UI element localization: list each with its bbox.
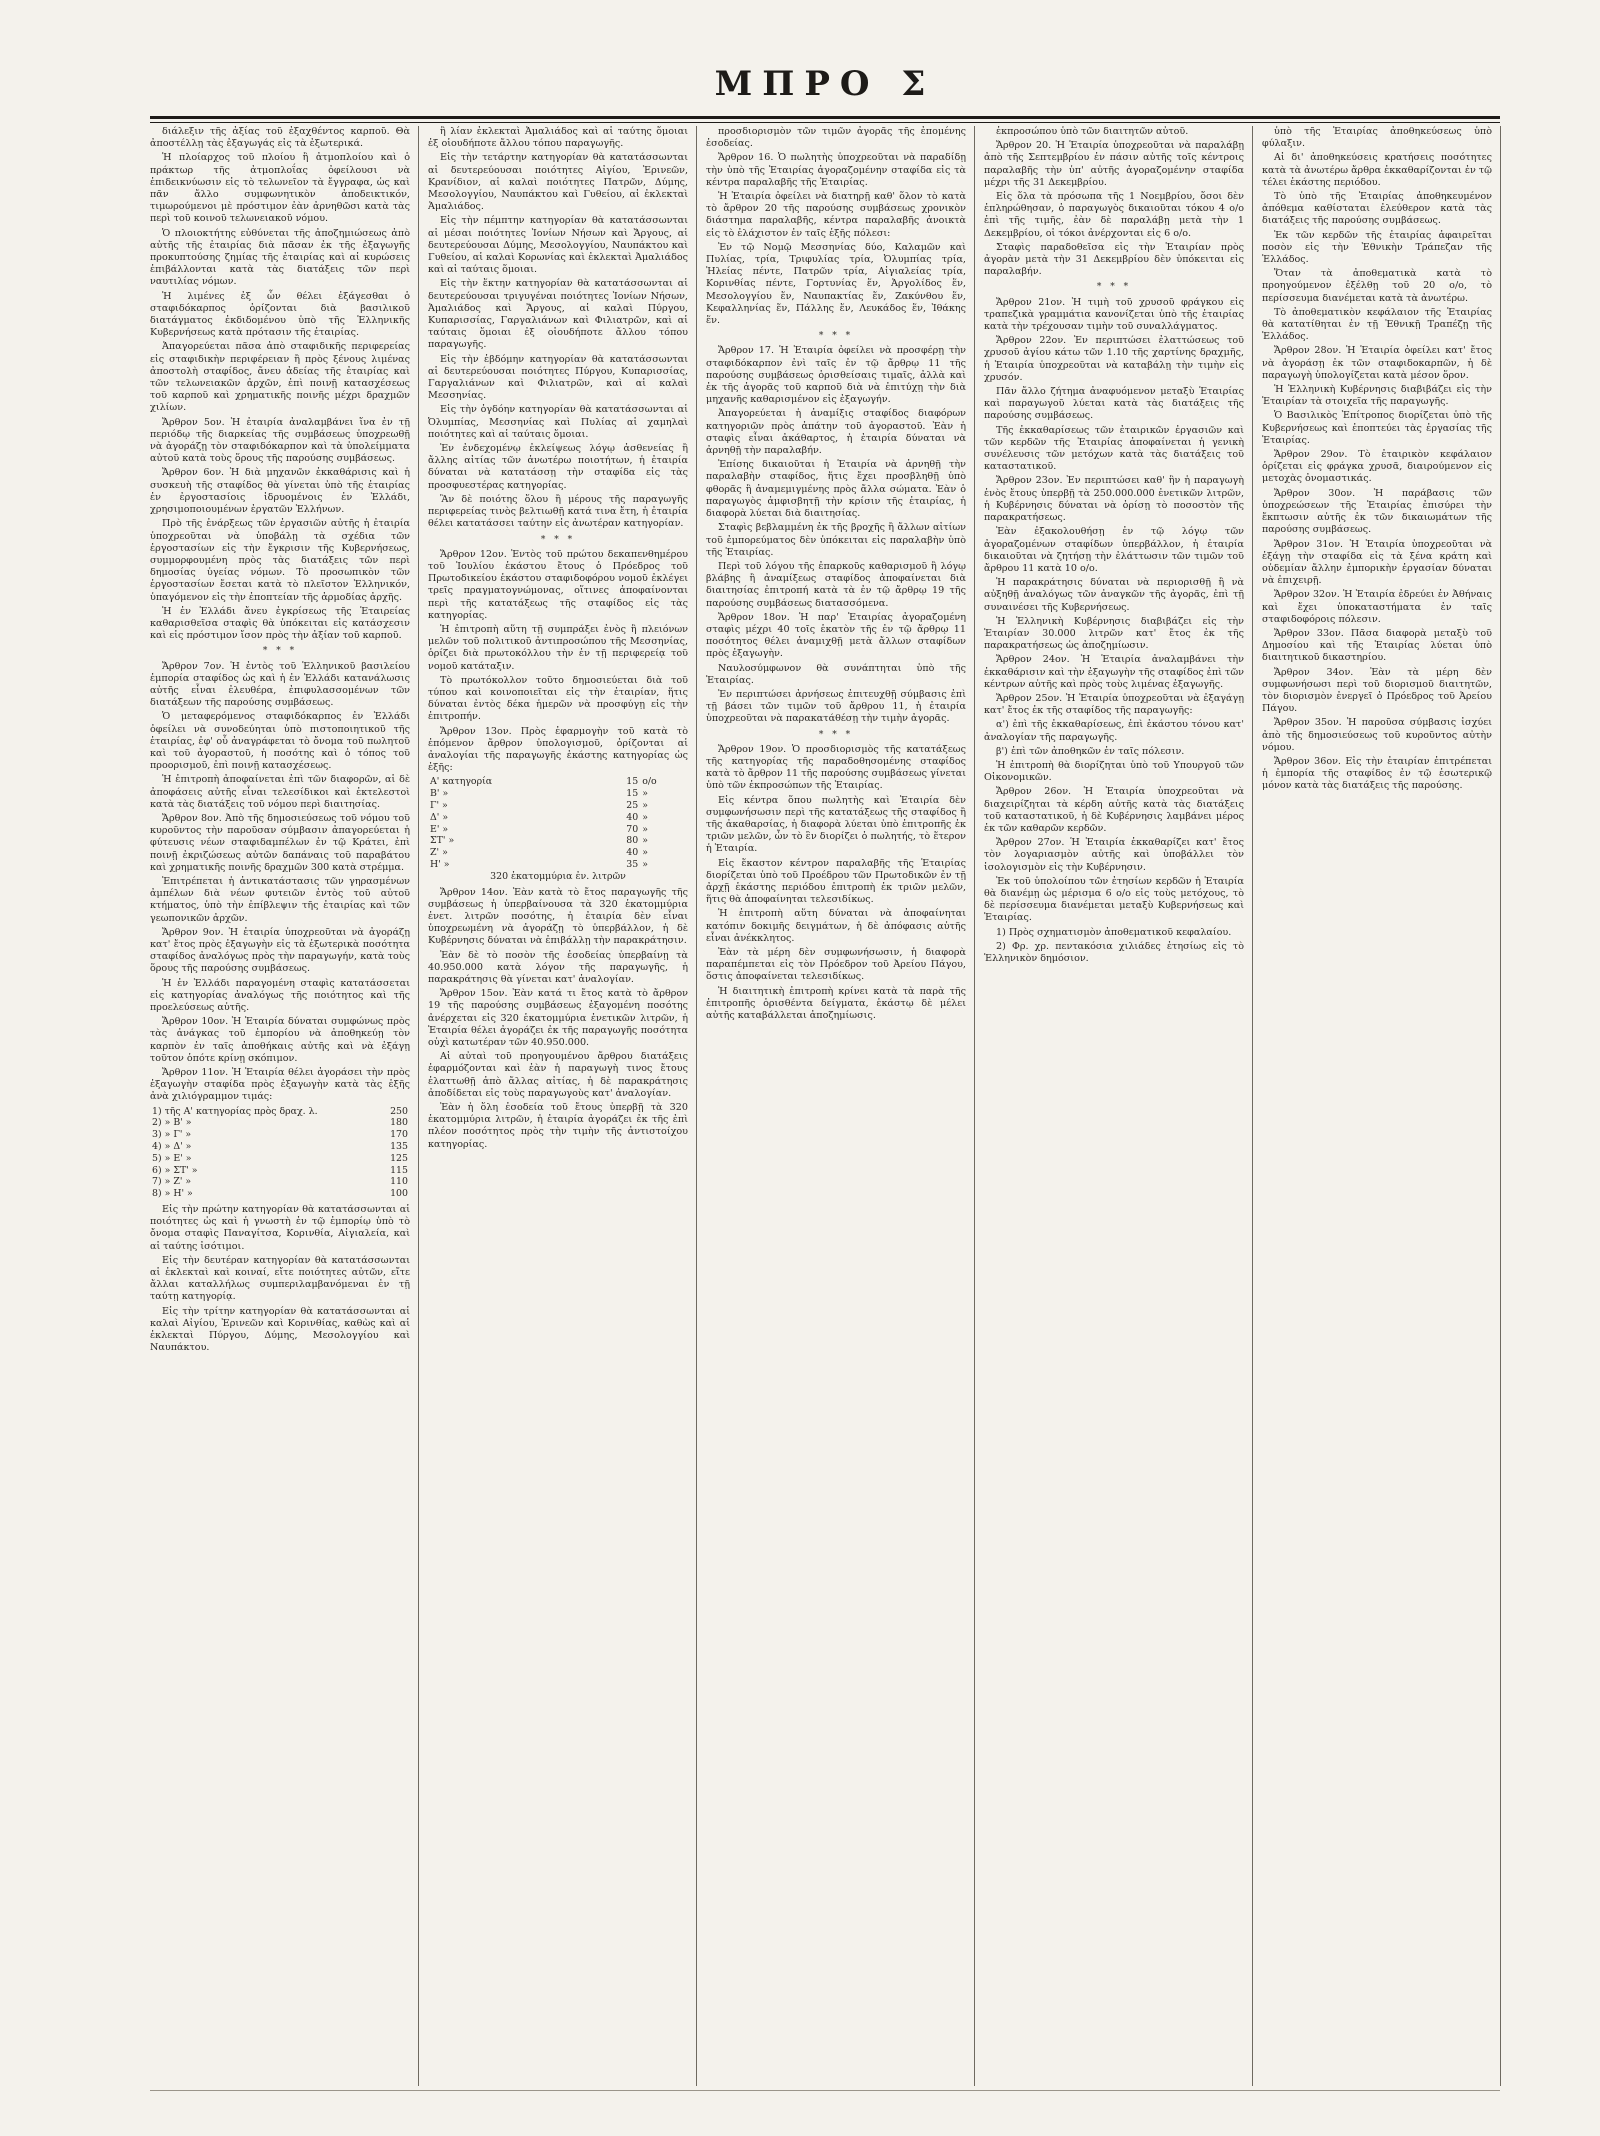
paragraph: Ἄρθρον 33ον. Πᾶσα διαφορὰ μεταξὺ τοῦ Δημοσίου καὶ τῆς Ἑταιρίας λύεται ὑπὸ διαιτητικοῦ δικαστηρίου. [1262, 627, 1492, 664]
paragraph: Εἰς τὴν τρίτην κατηγορίαν θὰ κατατάσσωνται αἱ καλαὶ Αἰγίου, Ἐρινεῶν καὶ Κορινθίας, καθὼς καὶ αἱ ἐκλεκταὶ Πύργου, Δύμης, Μεσολογγίου καὶ Ναυπάκτου. [150, 1305, 410, 1354]
column-3 [706, 126, 966, 2086]
paragraph: Ὁ πλοιοκτήτης εὐθύνεται τῆς ἀποζημιώσεως ἀπὸ αὐτῆς τῆς ἐταιρίας διὰ πᾶσαν ἐκ τῆς ἐξαγωγῆς προκυπτούσης ζημίας τῆς ἐταιρίας καὶ αἱ κυρώσεις ἐπιβάλλονται κατὰ τὰς διατάξεις τῶν περὶ ναυτιλίας νόμων. [150, 227, 410, 288]
table-row [150, 1165, 410, 1177]
price-table [150, 1106, 410, 1200]
paragraph: Εἰς τὴν ὀγδόην κατηγορίαν θὰ κατατάσσωνται αἱ Ὀλυμπίας, Μεσσηνίας καὶ Πυλίας αἱ χαμηλαὶ ποιότητες καὶ αἱ ταύταις ὅμοιαι. [428, 404, 688, 440]
table-cell: Β' » [430, 788, 449, 800]
column-separator [418, 126, 419, 2086]
paragraph: Ἄρθρον 11ον. Ἡ Ἑταιρία θέλει ἀγοράσει τὴν πρὸς ἐξαγωγὴν σταφίδα πρὸς ἐξαγωγὴν κατὰ τὰς ἑξῆς ἀνὰ χιλιόγραμμον τιμάς: [150, 1067, 410, 1103]
table-cell: Α' κατηγορία [430, 776, 493, 788]
paragraph: Ἡ ἐπιτροπὴ αὕτη δύναται νὰ ἀποφαίνηται κατόπιν δοκιμῆς δειγμάτων, ἡ δὲ ἀπόφασις αὐτῆς εἶναι ἀνέκκλητος. [706, 908, 966, 944]
paragraph: Εἰς τὴν πέμπτην κατηγορίαν θὰ κατατάσσωνται αἱ μέσαι ποιότητες Ἰονίων Νήσων καὶ Ἄργους, αἱ δευτερεύουσαι Δύμης, Μεσολογγίου, Ναυπάκτου καὶ Γυθείου, αἱ καλαὶ Κορωνίας καὶ ἐκλεκταὶ Ἀμαλιάδος καὶ αἱ ταύταις ὅμοιαι. [428, 215, 688, 276]
table-row [428, 871, 688, 883]
table-cell: 1) τῆς Α' κατηγορίας πρὸς δραχ. λ. [152, 1105, 318, 1117]
table-cell: 40 [626, 847, 639, 859]
column-4 [984, 126, 1244, 2086]
paragraph: 1) Πρὸς σχηματισμὸν ἀποθεματικοῦ κεφαλαίου. [996, 926, 1232, 938]
paragraph: Ἄρθρον 24ον. Ἡ Ἑταιρία ἀναλαμβάνει τὴν ἐκκαθάρισιν καὶ τὴν ἐξαγωγὴν τῆς σταφίδος ἐπὶ τῶν κέντρων αὐτῆς καὶ πρὸς τοὺς λιμένας ἐξαγωγῆς. [984, 654, 1244, 690]
paragraph: Ἄρθρον 7ον. Ἡ ἐντὸς τοῦ Ἑλληνικοῦ βασιλείου ἐμπορία σταφίδος ὡς καὶ ἡ ἐν Ἑλλάδι κατανάλωσις αὐτῆς εἶναι ἐλευθέρα, ἐπιφυλασσομένων τῶν διατάξεων τῆς παρούσης συμβάσεως. [150, 660, 410, 709]
section-divider: * * * [1096, 282, 1132, 293]
paragraph: β') ἐπὶ τῶν ἀποθηκῶν ἐν ταῖς πόλεσιν. [996, 745, 1185, 757]
paragraph: Ἄρθρον 27ον. Ἡ Ἑταιρία ἐκκαθαρίζει κατ' ἔτος τὸν λογαριασμὸν αὐτῆς καὶ ὑποβάλλει τὸν ἰσολογισμὸν εἰς τὴν Κυβέρνησιν. [984, 837, 1244, 873]
table-cell: Ζ' » [430, 847, 448, 859]
table-cell: 250 [390, 1105, 408, 1117]
paragraph: Περὶ τοῦ λόγου τῆς ἐπαρκοῦς καθαρισμοῦ ἢ λόγῳ βλάβης ἢ ἀναμίξεως σταφίδος ἀποφαίνεται διὰ διαιτησίας ἐπιτροπή κατὰ τὰ ἐν τῷ ἄρθρῳ 19 τῆς παρούσης συμβάσεως διατασσόμενα. [706, 560, 966, 609]
section-divider: * * * [262, 646, 298, 657]
paragraph: Τὸ ἀποθεματικὸν κεφάλαιον τῆς Ἑταιρίας θὰ κατατίθηται ἐν τῇ Ἐθνικῇ Τραπέζῃ τῆς Ἑλλάδος. [1262, 306, 1492, 343]
paragraph: Ἄρθρον 25ον. Ἡ Ἑταιρία ὑποχρεοῦται νὰ ἐξαγάγῃ κατ' ἔτος ἐκ τῆς σταφίδος τῆς παραγωγῆς: [984, 692, 1244, 717]
paragraph: Αἱ δι' ἀποθηκεύσεις κρατήσεις ποσότητες κατὰ τὰ ἀνωτέρω ἄρθρα ἐκκαθαρίζονται ἐν τῷ τέλει ἑκάστης περιόδου. [1262, 152, 1492, 188]
table-cell: » [642, 823, 648, 835]
column-1-body [150, 126, 410, 1354]
paragraph: Σταφὶς βεβλαμμένη ἐκ τῆς βροχῆς ἢ ἄλλων αἰτίων τοῦ ἐμπορεύματος δὲν ὑπόκειται εἰς παραλαβὴν ὑπὸ τῆς Ἑταιρίας. [706, 522, 966, 558]
paragraph: Ἡ Ἑλληνικὴ Κυβέρνησις διαβιβάζει εἰς τὴν Ἑταιρίαν τὰ στοιχεῖα τῆς παραγωγῆς. [1262, 384, 1492, 408]
column-5 [1262, 126, 1492, 2086]
table-cell: 135 [390, 1141, 408, 1153]
paragraph: Ἄρθρον 18ον. Ἡ παρ' Ἑταιρίας ἀγοραζομένη σταφὶς μέχρι 40 τοῖς ἑκατὸν τῆς ἐν τῷ ἄρθρῳ 11 ποσότητος θέλει ἀναμιχθῇ μετὰ ἄλλων σταφίδων πρὸς ἐξαγωγὴν. [706, 611, 966, 660]
table-row [428, 788, 688, 800]
paragraph: Ἀπαγορεύεται πᾶσα ἀπὸ σταφιδικῆς περιφερείας εἰς σταφιδικὴν περιφέρειαν ἢ πρὸς ξένους λιμένας ἀποστολὴ σταφίδος, ἄνευ ἀδείας τῆς ἐταιρίας καὶ τῶν τελωνειακῶν ἀρχῶν, ἐπὶ ποινῇ κατασχέσεως τοῦ καρποῦ καὶ χρηματικῆς ποινῆς μέχρι δραχμῶν χιλίων. [150, 341, 410, 414]
paragraph: Ἡ ἐν Ἑλλάδι παραγομένη σταφὶς κατατάσσεται εἰς κατηγορίας ἀναλόγως τῆς ποιότητος καὶ τῆς προελεύσεως αὐτῆς. [150, 977, 410, 1014]
table-row [150, 1153, 410, 1165]
table-cell: 180 [390, 1117, 408, 1129]
table-cell: 80 [626, 835, 639, 847]
table-row [428, 835, 688, 847]
masthead [150, 64, 1500, 119]
paragraph: Ἄρθρον 16. Ὁ πωλητὴς ὑποχρεοῦται νὰ παραδίδῃ τὴν ὑπὸ τῆς Ἑταιρίας ἀγοραζομένην σταφίδα εἰς τὰ κέντρα παραλαβῆς τῆς Ἑταιρίας. [706, 152, 966, 188]
table-cell: 7) » Ζ' » [152, 1176, 192, 1188]
table-row [428, 847, 688, 859]
paragraph: Ἡ ἐπιτροπὴ αὕτη τῇ συμπράξει ἐνὸς ἢ πλειόνων μελῶν τοῦ πολιτικοῦ ἀντιπροσώπου τῆς Μεσσηνίας, ὁρίζει διὰ πρωτοκόλλου τὴν ἐν τῇ περιφερείᾳ τοῦ νομοῦ κατάταξιν. [428, 623, 688, 672]
table-cell: 15 [626, 788, 639, 800]
table-row [428, 800, 688, 812]
paragraph: Ἄρθρον 14ον. Ἐὰν κατὰ τὸ ἔτος παραγωγῆς τῆς συμβάσεως ἡ ὑπερβαίνουσα τὰ 320 ἑκατομμύρια ἐνετ. λιτρῶν ποσότης, ἡ ἐταιρία δὲν εἶναι ὑποχρεωμένη νὰ ἀγοράζῃ τὸ ὑπερβάλλον, ἡ δὲ Κυβέρνησις δύναται νὰ ἐπιβάλλῃ τὴν παρακράτησιν. [428, 886, 688, 947]
paragraph: Ἡ ἐπιτροπὴ θὰ διορίζηται ὑπὸ τοῦ Υπουργοῦ τῶν Οἰκονομικῶν. [984, 759, 1244, 784]
paragraph: Ἄρθρον 12ον. Ἐντὸς τοῦ πρώτου δεκαπενθημέρου τοῦ Ἰουλίου ἑκάστου ἔτους ὁ Πρόεδρος τοῦ Πρωτοδικείου ἑκάστου σταφιδοφόρου νομοῦ ἐκλέγει τρεῖς πραγματογνώμονας, οἵτινες ἀποφαίνονται περὶ τῆς κατατάξεως τῆς σταφίδος εἰς τὰς κατηγορίας. [428, 548, 688, 621]
paragraph: α') ἐπὶ τῆς ἐκκαθαρίσεως, ἐπὶ ἑκάστου τόνου κατ' ἀναλογίαν τῆς παραγωγῆς. [984, 719, 1244, 743]
column-separator [696, 126, 697, 2086]
paragraph: Ἡ λιμένες ἐξ ὧν θέλει ἐξάγεσθαι ὁ σταφιδόκαρπος ὁρίζονται διὰ βασιλικοῦ διατάγματος ἐκδιδομένου ὑπὸ τῆς Ἑλληνικῆς Κυβερνήσεως κατὰ πρότασιν τῆς ἐταιρίας. [150, 290, 410, 339]
paragraph: Ἂν δὲ ποιότης ὅλου ἢ μέρους τῆς παραγωγῆς περιφερείας τινὸς βελτιωθῇ κατά τινα ἔτη, ἡ ἐταιρία θέλει κατατάσσει ταύτην εἰς ἀνωτέραν κατηγορίαν. [428, 493, 688, 530]
paragraph: Ὅταν τὰ ἀποθεματικὰ κατὰ τὸ προηγούμενον ἐξέλθῃ τοῦ 20 ο/ο, τὸ περίσσευμα διανέμεται κατὰ τὰ ἀνωτέρω. [1262, 268, 1492, 304]
paragraph: Ἡ διαιτητικὴ ἐπιτροπὴ κρίνει κατὰ τὰ παρὰ τῆς ἐπιτροπῆς ὁρισθέντα δείγματα, ἑκάστῳ δὲ μέλει αὐτῆς καταβάλλεται ἀποζημίωσις. [706, 985, 966, 1022]
paragraph: Ἡ παρακράτησις δύναται νὰ περιορισθῇ ἢ νὰ αὐξηθῇ ἀναλόγως τῶν ἀναγκῶν τῆς ἀγορᾶς, ἐπὶ τῇ συναινέσει τῆς Κυβερνήσεως. [984, 577, 1244, 613]
paragraph: Ἄρθρον 19ον. Ὁ προσδιορισμὸς τῆς κατατάξεως τῆς κατηγορίας τῆς παραδοθησομένης σταφίδος κατὰ τὸ ἄρθρον 11 τῆς παρούσης συμβάσεως γίνεται ὑπὸ τῶν ἐκπροσώπων τῆς Ἑταιρίας. [706, 743, 966, 792]
paragraph: Ἐν περιπτώσει ἀρνήσεως ἐπιτευχθῇ σύμβασις ἐπὶ τῇ βάσει τῶν τιμῶν τοῦ ἄρθρου 11, ἡ ἐταιρία ὑποχρεοῦται νὰ παρακατάθέσῃ τὴν τιμὴν ἀγορᾶς. [706, 688, 966, 725]
paragraph: διάλεξιν τῆς ἀξίας τοῦ ἐξαχθέντος καρποῦ. Θὰ ἀποστέλλῃ τὰς ἐξαγωγάς εἰς τὰ ἐξωτερικά. [150, 126, 410, 150]
paragraph: Ἄρθρον 15ον. Ἐὰν κατά τι ἔτος κατὰ τὸ ἄρθρον 19 τῆς παρούσης συμβάσεως ἐξαγομένη ποσότης ἀνέρχεται εἰς 320 ἑκατομμύρια ἐνετικῶν λιτρῶν, ἡ Ἑταιρία θέλει ἀγοράζει ἐκ τῆς παραγωγῆς ποσότητα οὐχὶ κατωτέραν τῶν 40.950.000. [428, 988, 688, 1048]
paragraph: Ἐὰν τὰ μέρη δὲν συμφωνήσωσιν, ἡ διαφορὰ παραπέμπεται εἰς τὸν Πρόεδρον τοῦ Ἀρείου Πάγου, ὅστις ἀποφαίνεται τελεσιδίκως. [706, 947, 966, 983]
paragraph: Ἄρθρον 30ον. Ἡ παράβασις τῶν ὑποχρεώσεων τῆς Ἑταιρίας ἐπισύρει τὴν ἔκπτωσιν αὐτῆς ἐκ τῶν δικαιωμάτων τῆς παρούσης συμβάσεως. [1262, 487, 1492, 536]
table-cell: Γ' » [430, 799, 448, 811]
column-separator [1252, 126, 1253, 2086]
paragraph: Ἀπαγορεύεται ἡ ἀναμίξις σταφίδος διαφόρων κατηγοριῶν πρὸς ἀπάτην τοῦ ἀγοραστοῦ. Ἐὰν ἡ σταφὶς εἶναι ἀκάθαρτος, ἡ ἐταιρία δύναται νὰ ἀρνηθῇ τὴν παραλαβήν. [706, 408, 966, 457]
newspaper-title: ΜΠΡΟ Σ [714, 64, 936, 104]
section-divider: * * * [540, 534, 576, 545]
paragraph: Τῆς ἐκκαθαρίσεως τῶν ἐταιρικῶν ἐργασιῶν καὶ τῶν κερδῶν τῆς Ἑταιρίας ἀποφαίνεται ἡ γενικὴ συνέλευσις τῶν μετόχων κατὰ τὰς διατάξεις τοῦ καταστατικοῦ. [984, 424, 1244, 473]
table-cell: » [642, 858, 648, 870]
paragraph: Ἄρθρον 26ον. Ἡ Ἑταιρία ὑποχρεοῦται νὰ διαχειρίζηται τὰ κέρδη αὐτῆς κατὰ τὰς διατάξεις τοῦ καταστατικοῦ, ἡ δὲ Κυβέρνησις λαμβάνει μέρος ἐκ τῶν καθαρῶν κερδῶν. [984, 786, 1244, 834]
paragraph: Ἐὰν δὲ τὸ ποσὸν τῆς ἐσοδείας ὑπερβαίνῃ τὰ 40.950.000 κατὰ λόγον τῆς παραγωγῆς, ἡ παρακράτησις θὰ γίνεται κατ' ἀναλογίαν. [428, 949, 688, 985]
paragraph: Ἄρθρον 9ον. Ἡ ἐταιρία ὑποχρεοῦται νὰ ἀγοράζῃ κατ' ἔτος πρὸς ἐξαγωγὴν εἰς τὰ ἐξωτερικὰ ποσότητα σταφίδος ἀναλόγως πρὸς τὴν παραγωγήν, κατὰ τοὺς ὅρους τῆς παρούσης συμβάσεως. [150, 926, 410, 975]
paragraph: Ὁ Βασιλικὸς Ἐπίτροπος διορίζεται ὑπὸ τῆς Κυβερνήσεως καὶ ἐποπτεύει τὰς ἐργασίας τῆς Ἑταιρίας. [1262, 410, 1492, 446]
paragraph: Ἄρθρον 32ον. Ἡ Ἑταιρία ἐδρεύει ἐν Ἀθήναις καὶ ἔχει ὑποκαταστήματα ἐν ταῖς σταφιδοφόροις πόλεσιν. [1262, 589, 1492, 625]
paragraph: Αἱ αὐταὶ τοῦ προηγουμένου ἄρθρου διατάξεις ἐφαρμόζονται καὶ ἐὰν ἡ παραγωγὴ τινος ἔτους ἐλαττωθῇ ἀπὸ ἄλλας αἰτίας, ἡ δὲ παρακράτησις ἀποδίδεται εἰς τοὺς παραγωγοὺς κατ' ἀναλογίαν. [428, 1051, 688, 1099]
paragraph: Πᾶν ἄλλο ζήτημα ἀναφυόμενον μεταξὺ Ἑταιρίας καὶ παραγωγοῦ λύεται κατὰ τὰς διατάξεις τῆς παρούσης συμβάσεως. [984, 386, 1244, 422]
section-divider: * * * [818, 729, 854, 740]
paragraph: Ἄρθρον 20. Ἡ Ἑταιρία ὑποχρεοῦται νὰ παραλάβῃ ἀπὸ τῆς Σεπτεμβρίου ἐν πάσιν αὐτῆς τοῖς κέντροις παραλαβῆς τὴν ὑπ' αὐτῆς ἀγοραζομένην σταφίδα μέχρι τῆς 31 Δεκεμβρίου. [984, 140, 1244, 188]
paragraph: Ἄρθρον 22ον. Ἐν περιπτώσει ἐλαττώσεως τοῦ χρυσοῦ ἀγίου κάτω τῶν 1.10 τῆς χαρτίνης δραχμῆς, ἡ Ἑταιρία ὑποχρεοῦται νὰ καταβάλῃ τὴν τιμὴν εἰς χρυσόν. [984, 335, 1244, 383]
table-row [150, 1141, 410, 1153]
paragraph: Ἡ πλοίαρχος τοῦ πλοίου ἢ ἀτμοπλοίου καὶ ὁ πράκτωρ τῆς ἀτμοπλοΐας ὀφείλουσι νὰ ἐπιδεικνύωσιν εἰς τὸ τελωνεῖον τὰ ἔγγραφα, ὡς καὶ πᾶν ἄλλο συμφωνητικὸν ἀποδεικτικόν, τιμωρούμενοι μὲ πρόστιμον ἐὰν ἀρνηθῶσι κατὰ τὰς περὶ τοῦ κοινοῦ τελωνειακοῦ νόμου. [150, 152, 410, 225]
paragraph: Ἡ Ἑλληνικὴ Κυβέρνησις διαβιβάζει εἰς τὴν Ἑταιρίαν 30.000 λιτρῶν κατ' ἔτος ἐκ τῆς παρακρατήσεως ὡς ἀποζημίωσιν. [984, 615, 1244, 652]
table-cell: ΣΤ' » [430, 835, 455, 847]
column-separator [1500, 126, 1501, 2086]
paragraph: Ὁ μεταφερόμενος σταφιδόκαρπος ἐν Ἑλλάδι ὀφείλει νὰ συνοδεύηται ὑπὸ πιστοποιητικοῦ τῆς ἐταιρίας, ἐφ' οὗ ἀναγράφεται τὸ ὄνομα τοῦ πωλητοῦ καὶ τοῦ ἀγοραστοῦ, ἡ ποσότης καὶ ὁ τόπος τοῦ προορισμοῦ, ἐπὶ ποινῇ κατασχέσεως. [150, 711, 410, 772]
paragraph: προσδιορισμὸν τῶν τιμῶν ἀγορᾶς τῆς ἐπομένης ἐσοδείας. [706, 126, 966, 150]
table-cell: 125 [390, 1152, 408, 1164]
column-1 [150, 126, 410, 2086]
paragraph: Ἐὰν ἐξακολουθήσῃ ἐν τῷ λόγῳ τῶν ἀγοραζομένων σταφίδων ὑπερβάλλον, ἡ ἐταιρία δικαιοῦται νὰ ζητήσῃ τὴν ἐλάττωσιν τῶν τιμῶν τοῦ ἄρθρου 11 κατὰ 10 ο/ο. [984, 526, 1244, 574]
table-cell: 15 [626, 776, 639, 788]
table-row [150, 1176, 410, 1188]
paragraph: Ἄρθρον 6ον. Ἡ διὰ μηχανῶν ἐκκαθάρισις καὶ ἡ συσκευὴ τῆς σταφίδος θὰ γίνεται ὑπὸ τῆς ἐταιρίας ἐν ἐργοστασίοις ἱδρυομένοις ἐν Ἑλλάδι, χρησιμοποιουμένων ἐργατῶν Ἑλλήνων. [150, 467, 410, 516]
table-cell: 2) » Β' » [152, 1117, 192, 1129]
newspaper-page [150, 126, 1500, 2086]
table-cell: 4) » Δ' » [152, 1141, 192, 1153]
paragraph: Ἄρθρον 13ον. Πρὸς ἐφαρμογὴν τοῦ κατὰ τὸ ἐπόμενον ἄρθρον ὑπολογισμοῦ, ὁρίζονται αἱ ἀναλογίαι τῆς παραγωγῆς ἑκάστης κατηγορίας ὡς ἑξῆς: [428, 725, 688, 774]
column-separator [974, 126, 975, 2086]
paragraph: Ἡ ἐν Ἑλλάδι ἄνευ ἐγκρίσεως τῆς Ἑταιρείας καθαρισθεῖσα σταφὶς θὰ ὑπόκειται εἰς κατάσχεσιν καὶ εἰς πρόστιμον ἴσον πρὸς τὴν ἀξίαν τοῦ καρποῦ. [150, 605, 410, 642]
paragraph: Ἄρθρον 5ον. Ἡ ἐταιρία ἀναλαμβάνει ἵνα ἐν τῇ περιόδῳ τῆς διαρκείας τῆς συμβάσεως ὑποχρεωθῇ νὰ ἀγοράζῃ τὸν σταφιδόκαρπον καὶ τὰ ὑπολείμματα αὐτοῦ κατὰ τοὺς ὅρους τῆς παρούσης συμβάσεως. [150, 416, 410, 465]
paragraph: Τὸ πρωτόκολλον τοῦτο δημοσιεύεται διὰ τοῦ τύπου καὶ κοινοποιεῖται εἰς τὴν ἐταιρίαν, ἥτις δύναται ἐντὸς δέκα ἡμερῶν νὰ προσφύγῃ εἰς τὴν ἐπιτροπήν. [428, 674, 688, 723]
paragraph: Ἡ ἐπιτροπὴ ἀποφαίνεται ἐπὶ τῶν διαφορῶν, αἱ δὲ ἀποφάσεις αὐτῆς εἶναι τελεσίδικοι καὶ ἐκτελεστοὶ κατὰ τὰς διατάξεις τοῦ νόμου περὶ διαιτησίας. [150, 774, 410, 810]
paragraph: Ἐκ τῶν κερδῶν τῆς ἐταιρίας ἀφαιρεῖται ποσὸν εἰς τὴν Ἐθνικὴν Τράπεζαν τῆς Ἑλλάδος. [1262, 229, 1492, 266]
table-cell: 110 [390, 1176, 408, 1188]
ratio-table [428, 776, 688, 882]
table-cell: ο/ο [642, 776, 657, 788]
paragraph: Ἐὰν ἡ ὅλη ἐσοδεία τοῦ ἔτους ὑπερβῇ τὰ 320 ἑκατομμύρια λιτρῶν, ἡ ἐταιρία ἀγοράζει ἐκ τῆς ἐπὶ πλέον ποσότητος πρὸς τὴν τιμὴν τῆς ἀντιστοίχου κατηγορίας. [428, 1101, 688, 1150]
paragraph: Εἰς τὴν ἕκτην κατηγορίαν θὰ κατατάσσωνται αἱ δευτερεύουσαι τριγυγέναι ποιότητες Ἰονίων Νήσων, Ἀμαλιάδος καὶ Ἄργους, αἱ καλαὶ Πύργου, Κυπαρισσίας, Γαργαλιάνων καὶ Φιλιατρῶν, καὶ αἱ ταύταις ὅμοιαι ἐξ οἱουδήποτε ἄλλου τόπου παραγωγῆς. [428, 278, 688, 351]
table-cell: 170 [390, 1129, 408, 1141]
paragraph: ἐκπροσώπου ὑπὸ τῶν διαιτητῶν αὐτοῦ. [996, 126, 1189, 137]
table-cell: » [642, 811, 648, 823]
paragraph: Ἡ Ἑταιρία ὀφείλει νὰ διατηρῇ καθ' ὅλον τὸ κατὰ τὸ ἄρθρον 20 τῆς παρούσης συμβάσεως χρονικὸν διάστημα παραλαβῆς, κέντρα παραλαβῆς ἀνοικτὰ εἰς τὸ ἐλάχιστον ἐν ταῖς ἑξῆς πόλεσι: [706, 191, 966, 239]
table-row [428, 859, 688, 871]
table-total: 320 ἑκατομμύρια ἐν. λιτρῶν [490, 870, 626, 882]
page-bottom-rule [150, 2090, 1500, 2091]
paragraph: Σταφὶς παραδοθεῖσα εἰς τὴν Ἑταιρίαν πρὸς ἀγορὰν μετὰ τὴν 31 Δεκεμβρίου δὲν ὑπόκειται εἰς παραλαβήν. [984, 241, 1244, 278]
section-divider: * * * [818, 331, 854, 342]
paragraph: Ἐπίσης δικαιοῦται ἡ Ἑταιρία νὰ ἀρνηθῇ τὴν παραλαβὴν σταφίδος, ἥτις ἔχει προσβληθῇ ὑπὸ φθορᾶς ἢ ἀναμεμιγμένης πρὸς ἄλλα σώματα. Ἐὰν ὁ παραγωγὸς ἀμφισβητῇ τὴν κρίσιν τῆς ἐταιρίας, ἡ διαφορὰ λύεται διὰ διαιτησίας. [706, 459, 966, 520]
paragraph: Εἰς τὴν τετάρτην κατηγορίαν θὰ κατατάσσωνται αἱ δευτερεύουσαι ποιότητες Αἰγίου, Ἐρινεῶν, Κρανίδιον, αἱ καλαὶ ποιότητες Πατρῶν, Δύμης, Μεσολογγίου, Ναυπάκτου καὶ Γυθείου, αἱ ἐκλεκταὶ Ἀμαλιάδος. [428, 152, 688, 213]
table-row [428, 776, 688, 788]
column-2 [428, 126, 688, 2086]
table-cell: Η' » [430, 858, 450, 870]
paragraph: Ἄρθρον 17. Ἡ Ἑταιρία ὀφείλει νὰ προσφέρῃ τὴν σταφιδόκαρπον ἐνὶ ταῖς ἐν τῷ ἄρθρῳ 11 τῆς παρούσης συμβάσεως ὁρισθείσαις τιμαῖς, ἀλλὰ καὶ ἐκ τῆς ἀγορᾶς τοῦ καρποῦ διὰ νὰ ἐπιτύχῃ τὴν διὰ μηχανῆς καθαρισμένον εἰς ἐξαγωγήν. [706, 345, 966, 406]
masthead-rule [150, 122, 1500, 123]
table-cell: 5) » Ε' » [152, 1152, 192, 1164]
table-cell: 25 [626, 799, 639, 811]
paragraph: Ἄρθρον 34ον. Ἐὰν τὰ μέρη δὲν συμφωνήσωσι περὶ τοῦ διορισμοῦ διαιτητῶν, τὸν διορισμὸν ἐνεργεῖ ὁ Πρόεδρος τοῦ Ἀρείου Πάγου. [1262, 666, 1492, 715]
paragraph: Ἄρθρον 29ον. Τὸ ἐταιρικὸν κεφάλαιον ὁρίζεται εἰς φράγκα χρυσᾶ, διαιρούμενον εἰς μετοχὰς ὀνομαστικάς. [1262, 449, 1492, 485]
table-cell: 70 [626, 823, 639, 835]
table-cell: 35 [626, 858, 639, 870]
table-row [150, 1188, 410, 1200]
paragraph: Πρὸ τῆς ἐνάρξεως τῶν ἐργασιῶν αὐτῆς ἡ ἐταιρία ὑποχρεοῦται νὰ ὑποβάλῃ τὰ σχέδια τῶν ἐργοστασίων εἰς τὴν ἔγκρισιν τῆς Κυβερνήσεως, συμμορφουμένη πρὸς τὰς διατάξεις τῶν περὶ δημοσίας ὑγείας νόμων. Τὸ προσωπικὸν τῶν ἐργοστασίων ἔσεται κατὰ τὸ πλεῖστον Ἑλληνικόν, ὑπαγόμενον εἰς τὴν ἐποπτείαν τῆς ἁρμοδίας ἀρχῆς. [150, 518, 410, 603]
table-row [150, 1129, 410, 1141]
paragraph: Ἐν τῷ Νομῷ Μεσσηνίας δύο, Καλαμῶν καὶ Πυλίας, τρία, Τριφυλίας τρία, Ὀλυμπίας τρία, Ἠλείας πέντε, Πατρῶν τρία, Αἰγιαλείας τρία, Κορινθίας πέντε, Γορτυνίας ἕν, Ἀργολίδος ἕν, Μεσολογγίου ἕν, Ναυπακτίας ἕν, Ζακύνθου ἕν, Κεφαλληνίας ἕν, Πάλλης ἕν, Λευκάδος ἕν, Ἰθάκης ἕν. [706, 241, 966, 327]
paragraph: ὑπὸ τῆς Ἑταιρίας ἀποθηκεύσεως ὑπὸ φύλαξιν. [1262, 126, 1492, 150]
paragraph: Ἄρθρον 28ον. Ἡ Ἑταιρία ὀφείλει κατ' ἔτος νὰ ἀγοράσῃ ἐκ τῶν σταφιδοκαρπῶν, ἡ δὲ παραγωγὴ ὑπολογίζεται κατὰ μέσον ὅρον. [1262, 345, 1492, 381]
table-cell: 6) » ΣΤ' » [152, 1164, 198, 1176]
table-cell: Ε' » [430, 823, 449, 835]
table-cell: 115 [390, 1164, 408, 1176]
paragraph: Εἰς τὴν δευτέραν κατηγορίαν θὰ κατατάσσωνται αἱ ἐκλεκταὶ καὶ κοιναί, εἴτε ποιότητες αὐτῶν, εἴτε ἄλλαι καταλλήλως συμπεριλαμβανόμεναι ἐν τῇ ταύτῃ κατηγορίᾳ. [150, 1254, 410, 1303]
paragraph: Ἐκ τοῦ ὑπολοίπου τῶν ἐτησίων κερδῶν ἡ Ἑταιρία θὰ διανέμῃ ὡς μέρισμα 6 ο/ο εἰς τοὺς μετόχους, τὸ δὲ περίσσευμα διανέμεται μεταξὺ Κυβερνήσεως καὶ Ἑταιρίας. [984, 875, 1244, 924]
paragraph: Ἄρθρον 36ον. Εἰς τὴν ἐταιρίαν ἐπιτρέπεται ἡ ἐμπορία τῆς σταφίδος ἐν τῷ ἐσωτερικῷ μόνον κατὰ τὰς διατάξεις τῆς παρούσης. [1262, 755, 1492, 792]
table-cell: » [642, 847, 648, 859]
paragraph: Εἰς κέντρα ὅπου πωλητὴς καὶ Ἑταιρία δὲν συμφωνήσωσιν περὶ τῆς κατατάξεως τῆς σταφίδος ἢ τῆς ἀκαθαρσίας, ἡ διαφορὰ λύεται ὑπὸ ἐπιτροπῆς ἐκ τριῶν μελῶν, ὧν τὸ ἓν διορίζει ὁ πωλητής, τὸ ἕτερον ἡ Ἑταιρία. [706, 794, 966, 855]
table-row [150, 1106, 410, 1118]
table-row [428, 812, 688, 824]
paragraph: Εἰς τὴν ἑβδόμην κατηγορίαν θὰ κατατάσσωνται αἱ δευτερεύουσαι ποιότητες Πύργου, Κυπαρισσίας, Γαργαλιάνων καὶ Φιλιατρῶν, καὶ αἱ καλαὶ Μεσσηνίας. [428, 353, 688, 402]
paragraph: Ἐπιτρέπεται ἡ ἀντικατάστασις τῶν γηρασμένων ἀμπέλων διὰ νέων φυτειῶν ἐντὸς τοῦ αὐτοῦ κτήματος, ὑπὸ τὴν ἐπίβλεψιν τῆς ἐταιρίας καὶ τῶν γεωπονικῶν ἀρχῶν. [150, 875, 410, 924]
paragraph: Εἰς τὴν πρώτην κατηγορίαν θὰ κατατάσσωνται αἱ ποιότητες ὡς καὶ ἡ γνωστὴ ἐν τῷ ἐμπορίῳ ὑπὸ τὸ ὄνομα σταφὶς Παναγίτσα, Κορινθία, Αἰγιαλεία, καὶ αἱ ταύτης ἰσότιμοι. [150, 1204, 410, 1252]
paragraph: Εἰς ἕκαστον κέντρον παραλαβῆς τῆς Ἑταιρίας διορίζεται ὑπὸ τοῦ Προέδρου τῶν Πρωτοδικῶν ἐν τῇ ἀρχῇ ἑκάστης περιόδου ἐπιτροπὴ ἐκ τριῶν μελῶν, ἥτις θὰ ἀποφαίνηται τελεσιδίκως. [706, 857, 966, 906]
table-row [428, 824, 688, 836]
table-cell: 3) » Γ' » [152, 1129, 192, 1141]
paragraph: Ἄρθρον 21ον. Ἡ τιμὴ τοῦ χρυσοῦ φράγκου εἰς τραπεζικὰ γραμμάτια κανονίζεται ὑπὸ τῆς ἐταιρίας κατὰ τὴν τρέχουσαν τιμὴν τοῦ συναλλάγματος. [984, 296, 1244, 333]
paragraph: Ἄρθρον 8ον. Ἀπὸ τῆς δημοσιεύσεως τοῦ νόμου τοῦ κυροῦντος τὴν παροῦσαν σύμβασιν ἀπαγορεύεται ἡ φύτευσις νέων σταφιδαμπέλων ἐν τῷ Κράτει, ἐπὶ ποινῇ ἐκριζώσεως αὐτῶν δαπάναις τοῦ παραβάτου καὶ χρηματικῆς ποινῆς δραχμῶν 300 κατὰ στρέμμα. [150, 812, 410, 873]
table-cell: 40 [626, 811, 639, 823]
paragraph: Ἄρθρον 23ον. Ἐν περιπτώσει καθ' ἣν ἡ παραγωγὴ ἑνὸς ἔτους ὑπερβῇ τὰ 250.000.000 ἐνετικῶν λιτρῶν, ἡ Κυβέρνησις δύναται νὰ ὁρίσῃ τὸ ποσοστὸν τῆς παρακρατήσεως. [984, 475, 1244, 524]
paragraph: Ἄρθρον 31ον. Ἡ Ἑταιρία ὑποχρεοῦται νὰ ἐξάγῃ τὴν σταφίδα εἰς τὰ ξένα κράτη καὶ οὐδεμίαν ἄλλην ἐμπορικὴν ἐργασίαν δύναται νὰ ἐπιχειρῇ. [1262, 538, 1492, 587]
table-cell: » [642, 788, 648, 800]
paragraph: Ναυλοσύμφωνον θὰ συνάπτηται ὑπὸ τῆς Ἑταιρίας. [706, 662, 966, 686]
table-cell: » [642, 835, 648, 847]
table-cell: Δ' » [430, 811, 449, 823]
table-cell: 100 [390, 1188, 408, 1200]
paragraph: Ἄρθρον 35ον. Ἡ παροῦσα σύμβασις ἰσχύει ἀπὸ τῆς δημοσιεύσεως τοῦ κυροῦντος αὐτὴν νόμου. [1262, 717, 1492, 753]
paragraph: Τὸ ὑπὸ τῆς Ἑταιρίας ἀποθηκευμένον ἀπόθεμα καθίσταται ἐλεύθερον κατὰ τὰς διατάξεις τῆς παρούσης συμβάσεως. [1262, 191, 1492, 227]
table-cell: 8) » Η' » [152, 1188, 193, 1200]
table-cell: » [642, 799, 648, 811]
paragraph: 2) Φρ. χρ. πεντακόσια χιλιάδες ἐτησίως εἰς τὸ Ἑλληνικὸν δημόσιον. [984, 940, 1244, 964]
table-row [150, 1117, 410, 1129]
paragraph: ἢ λίαν ἐκλεκταὶ Ἀμαλιάδος καὶ αἱ ταύτης ὅμοιαι ἐξ οἱουδήποτε ἄλλου τόπου παραγωγῆς. [428, 126, 688, 150]
paragraph: Εἰς ὅλα τὰ πρόσωπα τῆς 1 Νοεμβρίου, ὅσοι δὲν ἐπληρώθησαν, ὁ παραγωγὸς δικαιοῦται τόκου 4 ο/ο ἐπὶ τῆς τιμῆς, ἐὰν δὲ παραλάβῃ μετὰ τὴν 1 Δεκεμβρίου, οἱ τόκοι ἀνέρχονται εἰς 6 ο/ο. [984, 191, 1244, 239]
paragraph: Ἐν ἐνδεχομένῳ ἐκλείψεως λόγῳ ἀσθενείας ἢ ἄλλης αἰτίας τῶν ἀνωτέρω ποιοτήτων, ἡ ἐταιρία δύναται νὰ κατατάσσῃ τὴν σταφίδα εἰς τὰς προσφυεστέρας κατηγορίας. [428, 443, 688, 491]
paragraph: Ἄρθρον 10ον. Ἡ Ἑταιρία δύναται συμφώνως πρὸς τὰς ἀνάγκας τοῦ ἐμπορίου νὰ ἀποθηκεύῃ τὸν καρπὸν ἐν ταῖς ἀποθήκαις αὐτῆς καὶ νὰ ἐξάγῃ τοῦτον ὁπότε κρίνῃ σκόπιμον. [150, 1016, 410, 1064]
